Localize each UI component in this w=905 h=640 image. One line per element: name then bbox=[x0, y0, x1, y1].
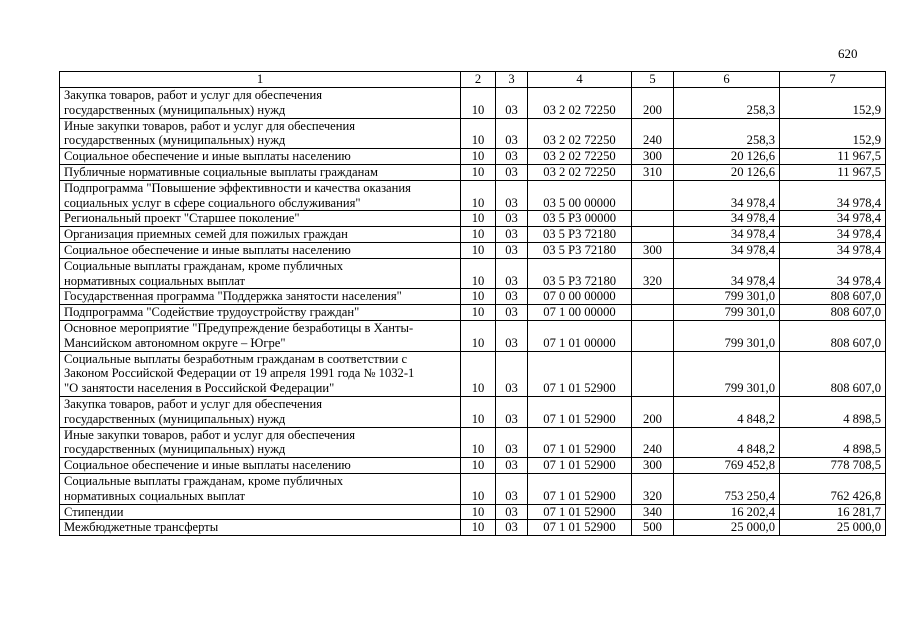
target-article-cell: 03 2 02 72250 bbox=[528, 164, 632, 180]
row-name-cell: Государственная программа "Поддержка занятости населения" bbox=[60, 289, 461, 305]
table-row bbox=[60, 504, 886, 520]
target-article-cell: 03 2 02 72250 bbox=[528, 118, 632, 149]
row-name-cell: Социальные выплаты безработным гражданам в соответствии с Законом Российской Федерации от 19 апреля 1991 года № 1032-1 "О занятости населения в Российской Федерации" bbox=[60, 351, 461, 396]
amount-year1-cell: 34 978,4 bbox=[674, 211, 780, 227]
section-code-cell: 10 bbox=[461, 396, 496, 427]
section-code-cell: 10 bbox=[461, 458, 496, 474]
subsection-code-cell: 03 bbox=[496, 88, 528, 119]
table-row bbox=[60, 164, 886, 180]
target-article-cell: 07 1 01 52900 bbox=[528, 427, 632, 458]
subsection-code-cell: 03 bbox=[496, 180, 528, 211]
table-row bbox=[60, 258, 886, 289]
table-row bbox=[60, 227, 886, 243]
amount-year2-cell: 34 978,4 bbox=[780, 211, 886, 227]
column-header-1: 1 bbox=[60, 72, 461, 88]
row-name-cell: Социальные выплаты гражданам, кроме публичных нормативных социальных выплат bbox=[60, 473, 461, 504]
section-code-cell: 10 bbox=[461, 305, 496, 321]
target-article-cell: 03 2 02 72250 bbox=[528, 88, 632, 119]
row-name-cell: Социальное обеспечение и иные выплаты населению bbox=[60, 149, 461, 165]
table-row bbox=[60, 118, 886, 149]
section-code-cell: 10 bbox=[461, 351, 496, 396]
row-name-cell: Социальное обеспечение и иные выплаты населению bbox=[60, 458, 461, 474]
row-name-cell: Закупка товаров, работ и услуг для обеспечения государственных (муниципальных) нужд bbox=[60, 88, 461, 119]
amount-year2-cell: 808 607,0 bbox=[780, 320, 886, 351]
subsection-code-cell: 03 bbox=[496, 351, 528, 396]
amount-year2-cell: 762 426,8 bbox=[780, 473, 886, 504]
table-body bbox=[60, 88, 886, 536]
expense-type-cell: 340 bbox=[632, 504, 674, 520]
column-header-4: 4 bbox=[528, 72, 632, 88]
amount-year2-cell: 11 967,5 bbox=[780, 164, 886, 180]
target-article-cell: 07 1 01 52900 bbox=[528, 473, 632, 504]
amount-year1-cell: 258,3 bbox=[674, 118, 780, 149]
amount-year2-cell: 152,9 bbox=[780, 118, 886, 149]
target-article-cell: 03 5 P3 72180 bbox=[528, 242, 632, 258]
subsection-code-cell: 03 bbox=[496, 289, 528, 305]
subsection-code-cell: 03 bbox=[496, 164, 528, 180]
subsection-code-cell: 03 bbox=[496, 458, 528, 474]
amount-year2-cell: 808 607,0 bbox=[780, 351, 886, 396]
subsection-code-cell: 03 bbox=[496, 320, 528, 351]
subsection-code-cell: 03 bbox=[496, 473, 528, 504]
target-article-cell: 07 1 01 52900 bbox=[528, 504, 632, 520]
amount-year1-cell: 753 250,4 bbox=[674, 473, 780, 504]
expense-type-cell: 300 bbox=[632, 458, 674, 474]
target-article-cell: 07 1 01 00000 bbox=[528, 320, 632, 351]
amount-year2-cell: 778 708,5 bbox=[780, 458, 886, 474]
target-article-cell: 07 1 01 52900 bbox=[528, 396, 632, 427]
expense-type-cell: 200 bbox=[632, 88, 674, 119]
row-name-cell: Иные закупки товаров, работ и услуг для обеспечения государственных (муниципальных) нужд bbox=[60, 427, 461, 458]
target-article-cell: 07 1 01 52900 bbox=[528, 520, 632, 536]
row-name-cell: Межбюджетные трансферты bbox=[60, 520, 461, 536]
section-code-cell: 10 bbox=[461, 180, 496, 211]
target-article-cell: 03 5 P3 72180 bbox=[528, 258, 632, 289]
table-row bbox=[60, 180, 886, 211]
target-article-cell: 03 2 02 72250 bbox=[528, 149, 632, 165]
expense-type-cell: 300 bbox=[632, 149, 674, 165]
section-code-cell: 10 bbox=[461, 118, 496, 149]
expense-type-cell: 500 bbox=[632, 520, 674, 536]
amount-year2-cell: 4 898,5 bbox=[780, 427, 886, 458]
amount-year1-cell: 799 301,0 bbox=[674, 351, 780, 396]
amount-year2-cell: 34 978,4 bbox=[780, 227, 886, 243]
subsection-code-cell: 03 bbox=[496, 227, 528, 243]
row-name-cell: Подпрограмма "Содействие трудоустройству граждан" bbox=[60, 305, 461, 321]
table-row bbox=[60, 242, 886, 258]
section-code-cell: 10 bbox=[461, 504, 496, 520]
expense-type-cell bbox=[632, 351, 674, 396]
amount-year2-cell: 4 898,5 bbox=[780, 396, 886, 427]
amount-year1-cell: 34 978,4 bbox=[674, 227, 780, 243]
expense-type-cell bbox=[632, 289, 674, 305]
subsection-code-cell: 03 bbox=[496, 149, 528, 165]
section-code-cell: 10 bbox=[461, 149, 496, 165]
amount-year2-cell: 34 978,4 bbox=[780, 242, 886, 258]
table-row bbox=[60, 149, 886, 165]
table-row bbox=[60, 305, 886, 321]
amount-year1-cell: 258,3 bbox=[674, 88, 780, 119]
table-row bbox=[60, 351, 886, 396]
expense-type-cell: 320 bbox=[632, 473, 674, 504]
table-row bbox=[60, 473, 886, 504]
section-code-cell: 10 bbox=[461, 289, 496, 305]
subsection-code-cell: 03 bbox=[496, 258, 528, 289]
table-row bbox=[60, 289, 886, 305]
amount-year2-cell: 34 978,4 bbox=[780, 258, 886, 289]
page-number: 620 bbox=[838, 46, 858, 61]
column-header-5: 5 bbox=[632, 72, 674, 88]
section-code-cell: 10 bbox=[461, 88, 496, 119]
section-code-cell: 10 bbox=[461, 427, 496, 458]
amount-year2-cell: 34 978,4 bbox=[780, 180, 886, 211]
section-code-cell: 10 bbox=[461, 473, 496, 504]
amount-year1-cell: 16 202,4 bbox=[674, 504, 780, 520]
table-row bbox=[60, 427, 886, 458]
table-row bbox=[60, 520, 886, 536]
table-row bbox=[60, 458, 886, 474]
subsection-code-cell: 03 bbox=[496, 504, 528, 520]
target-article-cell: 07 1 01 52900 bbox=[528, 458, 632, 474]
row-name-cell: Иные закупки товаров, работ и услуг для обеспечения государственных (муниципальных) нужд bbox=[60, 118, 461, 149]
expense-type-cell: 240 bbox=[632, 118, 674, 149]
target-article-cell: 03 5 00 00000 bbox=[528, 180, 632, 211]
amount-year2-cell: 808 607,0 bbox=[780, 289, 886, 305]
section-code-cell: 10 bbox=[461, 258, 496, 289]
amount-year1-cell: 799 301,0 bbox=[674, 305, 780, 321]
column-header-2: 2 bbox=[461, 72, 496, 88]
row-name-cell: Закупка товаров, работ и услуг для обеспечения государственных (муниципальных) нужд bbox=[60, 396, 461, 427]
row-name-cell: Организация приемных семей для пожилых граждан bbox=[60, 227, 461, 243]
subsection-code-cell: 03 bbox=[496, 396, 528, 427]
expense-type-cell bbox=[632, 211, 674, 227]
table-row bbox=[60, 211, 886, 227]
expense-type-cell bbox=[632, 305, 674, 321]
section-code-cell: 10 bbox=[461, 320, 496, 351]
section-code-cell: 10 bbox=[461, 242, 496, 258]
table-row bbox=[60, 396, 886, 427]
target-article-cell: 07 1 00 00000 bbox=[528, 305, 632, 321]
budget-table bbox=[59, 71, 886, 536]
target-article-cell: 03 5 P3 72180 bbox=[528, 227, 632, 243]
expense-type-cell bbox=[632, 320, 674, 351]
amount-year1-cell: 34 978,4 bbox=[674, 180, 780, 211]
section-code-cell: 10 bbox=[461, 211, 496, 227]
amount-year2-cell: 808 607,0 bbox=[780, 305, 886, 321]
row-name-cell: Публичные нормативные социальные выплаты гражданам bbox=[60, 164, 461, 180]
section-code-cell: 10 bbox=[461, 520, 496, 536]
amount-year1-cell: 20 126,6 bbox=[674, 149, 780, 165]
row-name-cell: Стипендии bbox=[60, 504, 461, 520]
table-row bbox=[60, 320, 886, 351]
row-name-cell: Подпрограмма "Повышение эффективности и качества оказания социальных услуг в сфере социального обслуживания" bbox=[60, 180, 461, 211]
expense-type-cell: 240 bbox=[632, 427, 674, 458]
row-name-cell: Региональный проект "Старшее поколение" bbox=[60, 211, 461, 227]
row-name-cell: Социальное обеспечение и иные выплаты населению bbox=[60, 242, 461, 258]
subsection-code-cell: 03 bbox=[496, 211, 528, 227]
amount-year1-cell: 799 301,0 bbox=[674, 320, 780, 351]
subsection-code-cell: 03 bbox=[496, 520, 528, 536]
column-header-6: 6 bbox=[674, 72, 780, 88]
table-row bbox=[60, 88, 886, 119]
amount-year1-cell: 25 000,0 bbox=[674, 520, 780, 536]
amount-year1-cell: 769 452,8 bbox=[674, 458, 780, 474]
target-article-cell: 07 1 01 52900 bbox=[528, 351, 632, 396]
target-article-cell: 03 5 P3 00000 bbox=[528, 211, 632, 227]
expense-type-cell bbox=[632, 227, 674, 243]
expense-type-cell: 300 bbox=[632, 242, 674, 258]
expense-type-cell: 200 bbox=[632, 396, 674, 427]
column-header-7: 7 bbox=[780, 72, 886, 88]
amount-year2-cell: 152,9 bbox=[780, 88, 886, 119]
expense-type-cell: 310 bbox=[632, 164, 674, 180]
amount-year2-cell: 25 000,0 bbox=[780, 520, 886, 536]
amount-year1-cell: 4 848,2 bbox=[674, 427, 780, 458]
row-name-cell: Основное мероприятие "Предупреждение безработицы в Ханты- Мансийском автономном округе – Югре" bbox=[60, 320, 461, 351]
expense-type-cell bbox=[632, 180, 674, 211]
column-header-3: 3 bbox=[496, 72, 528, 88]
table-header-row bbox=[60, 72, 886, 88]
amount-year2-cell: 16 281,7 bbox=[780, 504, 886, 520]
row-name-cell: Социальные выплаты гражданам, кроме публичных нормативных социальных выплат bbox=[60, 258, 461, 289]
subsection-code-cell: 03 bbox=[496, 118, 528, 149]
amount-year2-cell: 11 967,5 bbox=[780, 149, 886, 165]
amount-year1-cell: 34 978,4 bbox=[674, 242, 780, 258]
section-code-cell: 10 bbox=[461, 164, 496, 180]
amount-year1-cell: 34 978,4 bbox=[674, 258, 780, 289]
expense-type-cell: 320 bbox=[632, 258, 674, 289]
target-article-cell: 07 0 00 00000 bbox=[528, 289, 632, 305]
section-code-cell: 10 bbox=[461, 227, 496, 243]
subsection-code-cell: 03 bbox=[496, 427, 528, 458]
amount-year1-cell: 799 301,0 bbox=[674, 289, 780, 305]
amount-year1-cell: 20 126,6 bbox=[674, 164, 780, 180]
subsection-code-cell: 03 bbox=[496, 305, 528, 321]
amount-year1-cell: 4 848,2 bbox=[674, 396, 780, 427]
subsection-code-cell: 03 bbox=[496, 242, 528, 258]
